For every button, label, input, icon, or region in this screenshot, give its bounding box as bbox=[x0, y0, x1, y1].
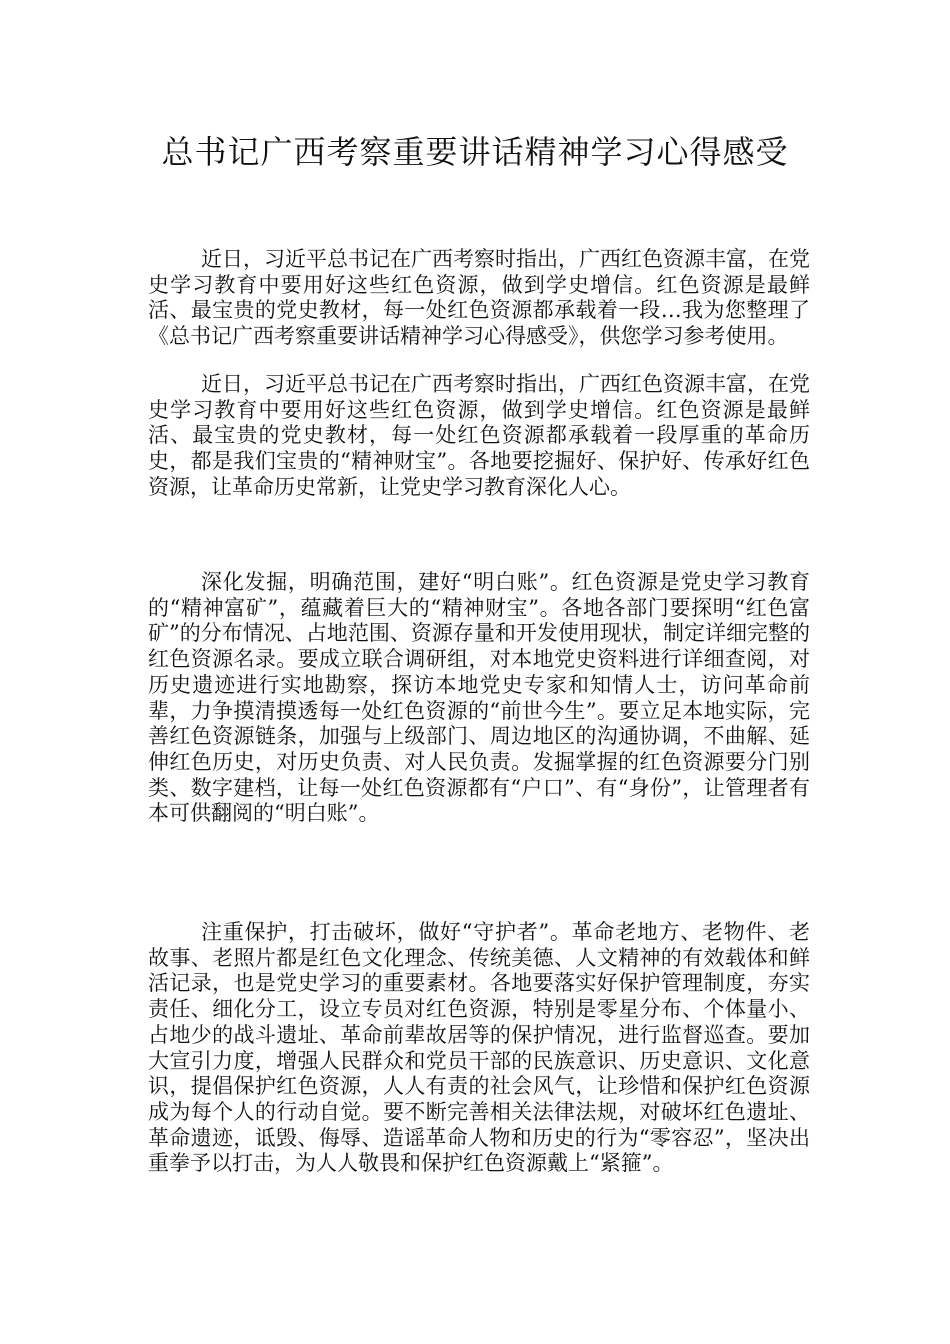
body-paragraph: 注重保护，打击破坏，做好“守护者”。革命老地方、老物件、老故事、老照片都是红色文化理念、传统美德、人文精神的有效载体和鲜活记录，也是党史学习的重要素材。各地要落实好保护管理制度，夯实责任、细化分工，设立专员对红色资源，特别是零星分布、个体量小、占地少的战斗遗址、革命前辈故居等的保护情况，进行监督巡查。要加大宣引力度，增强人民群众和党员干部的民族意识、历史意识、文化意识，提倡保护红色资源，人人有责的社会风气，让珍惜和保护红色资源成为每个人的行动自觉。要不断完善相关法律法规，对破坏红色遗址、革命遗迹，诋毁、侮辱、造谣革命人物和历史的行为“零容忍”，坚决出重拳予以打击，为人人敬畏和保护红色资源戴上“紧箍”。 bbox=[148, 920, 810, 1176]
document-title: 总书记广西考察重要讲话精神学习心得感受 bbox=[161, 133, 789, 171]
body-paragraph: 深化发掘，明确范围，建好“明白账”。红色资源是党史学习教育的“精神富矿”，蕴藏着巨大的“精神财宝”。各地各部门要探明“红色富矿”的分布情况、占地范围、资源存量和开发使用现状，制定详细完整的红色资源名录。要成立联合调研组，对本地党史资料进行详细查阅，对历史遗迹进行实地勘察，探访本地党史专家和知情人士，访问革命前辈，力争摸清摸透每一处红色资源的“前世今生”。要立足本地实际，完善红色资源链条，加强与上级部门、周边地区的沟通协调，不曲解、延伸红色历史，对历史负责、对人民负责。发掘掌握的红色资源要分门别类、数字建档，让每一处红色资源都有“户口”、有“身份”，让管理者有本可供翻阅的“明白账”。 bbox=[148, 570, 810, 826]
body-paragraph: 近日，习近平总书记在广西考察时指出，广西红色资源丰富，在党史学习教育中要用好这些红色资源，做到学史增信。红色资源是最鲜活、最宝贵的党史教材，每一处红色资源都承载着一段厚重的革命历史，都是我们宝贵的“精神财宝”。各地要挖掘好、保护好、传承好红色资源，让革命历史常新，让党史学习教育深化人心。 bbox=[148, 372, 810, 499]
intro-paragraph: 近日，习近平总书记在广西考察时指出，广西红色资源丰富，在党史学习教育中要用好这些红色资源，做到学史增信。红色资源是最鲜活、最宝贵的党史教材，每一处红色资源都承载着一段…我为您整理了《总书记广西考察重要讲话精神学习心得感受》，供您学习参考使用。 bbox=[148, 247, 810, 349]
